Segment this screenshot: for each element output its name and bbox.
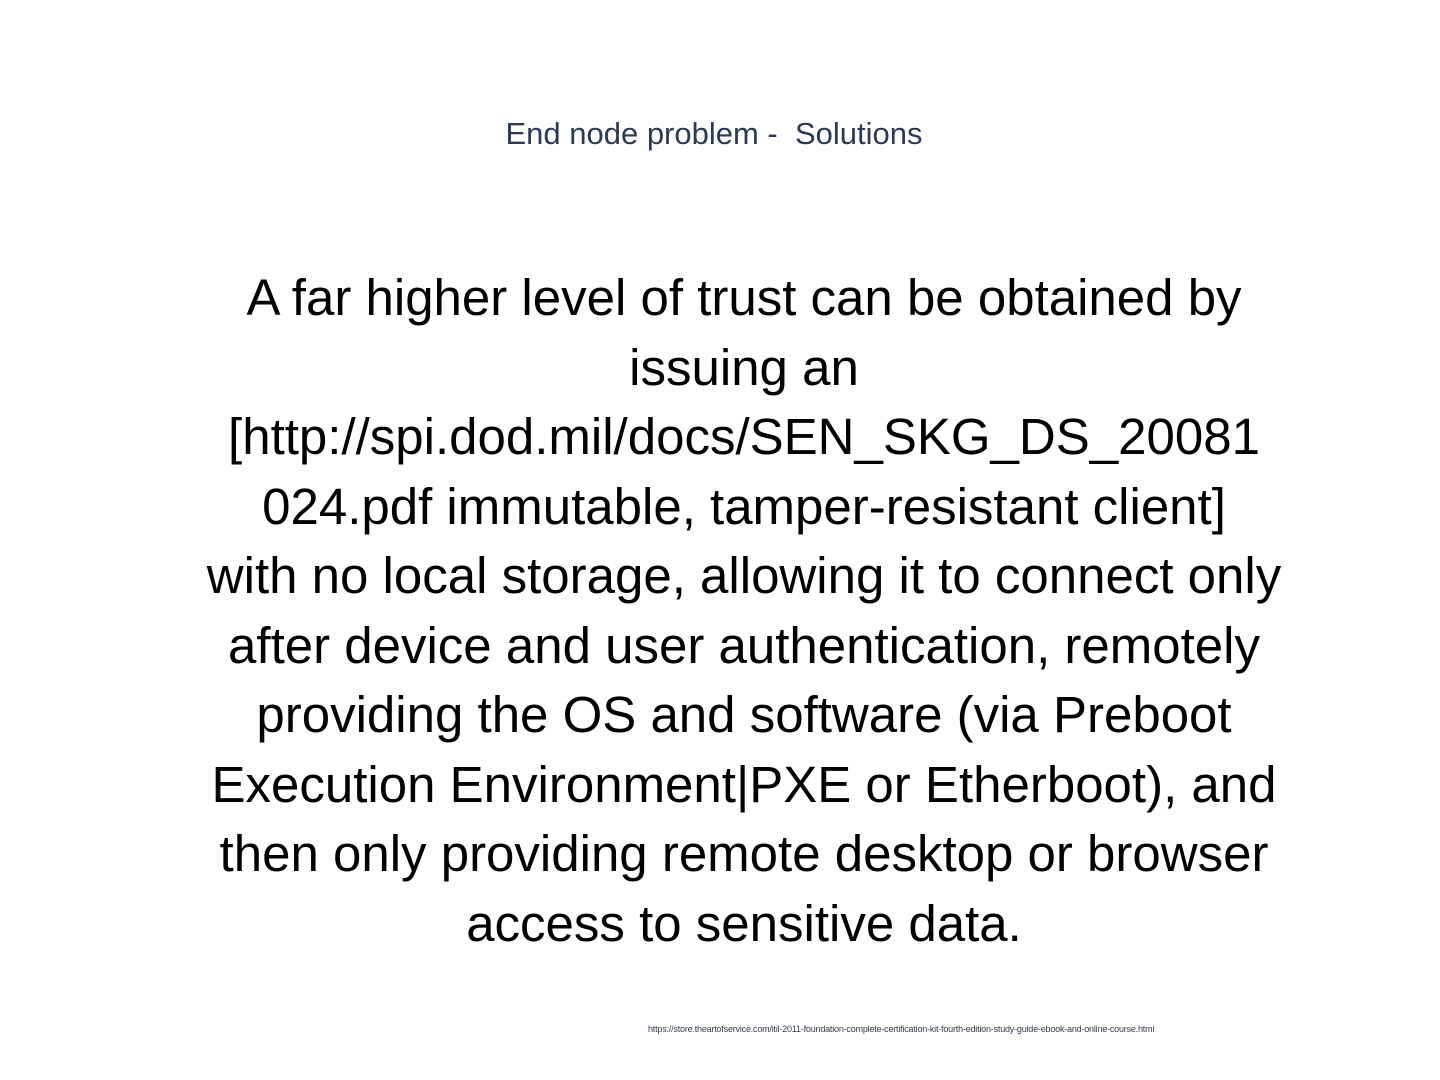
- body-line: Execution Environment|PXE or Etherboot), and: [211, 755, 1277, 813]
- body-line: issuing an: [629, 338, 859, 396]
- body-line: access to sensitive data.: [466, 894, 1022, 952]
- body-line: [http://spi.dod.mil/docs/SEN_SKG_DS_20081: [228, 408, 1260, 465]
- source-url-link[interactable]: https://store.theartofservice.com/itil-2011-foundation-complete-certification-kit-fourth-edition-study-guide-ebook-and-online-course.html: [648, 1024, 1155, 1034]
- slide-body-text: [132, 263, 1356, 958]
- body-line: with no local storage, allowing it to connect only: [206, 547, 1282, 604]
- body-line: 024.pdf immutable, tamper-resistant client]: [262, 477, 1226, 535]
- body-line: after device and user authentication, remotely: [228, 616, 1260, 674]
- body-line: providing the OS and software (via Preboot: [256, 686, 1232, 743]
- slide-title: End node problem - Solutions: [505, 116, 923, 151]
- body-line: A far higher level of trust can be obtained by: [246, 269, 1242, 326]
- body-line: then only providing remote desktop or browser: [219, 825, 1269, 882]
